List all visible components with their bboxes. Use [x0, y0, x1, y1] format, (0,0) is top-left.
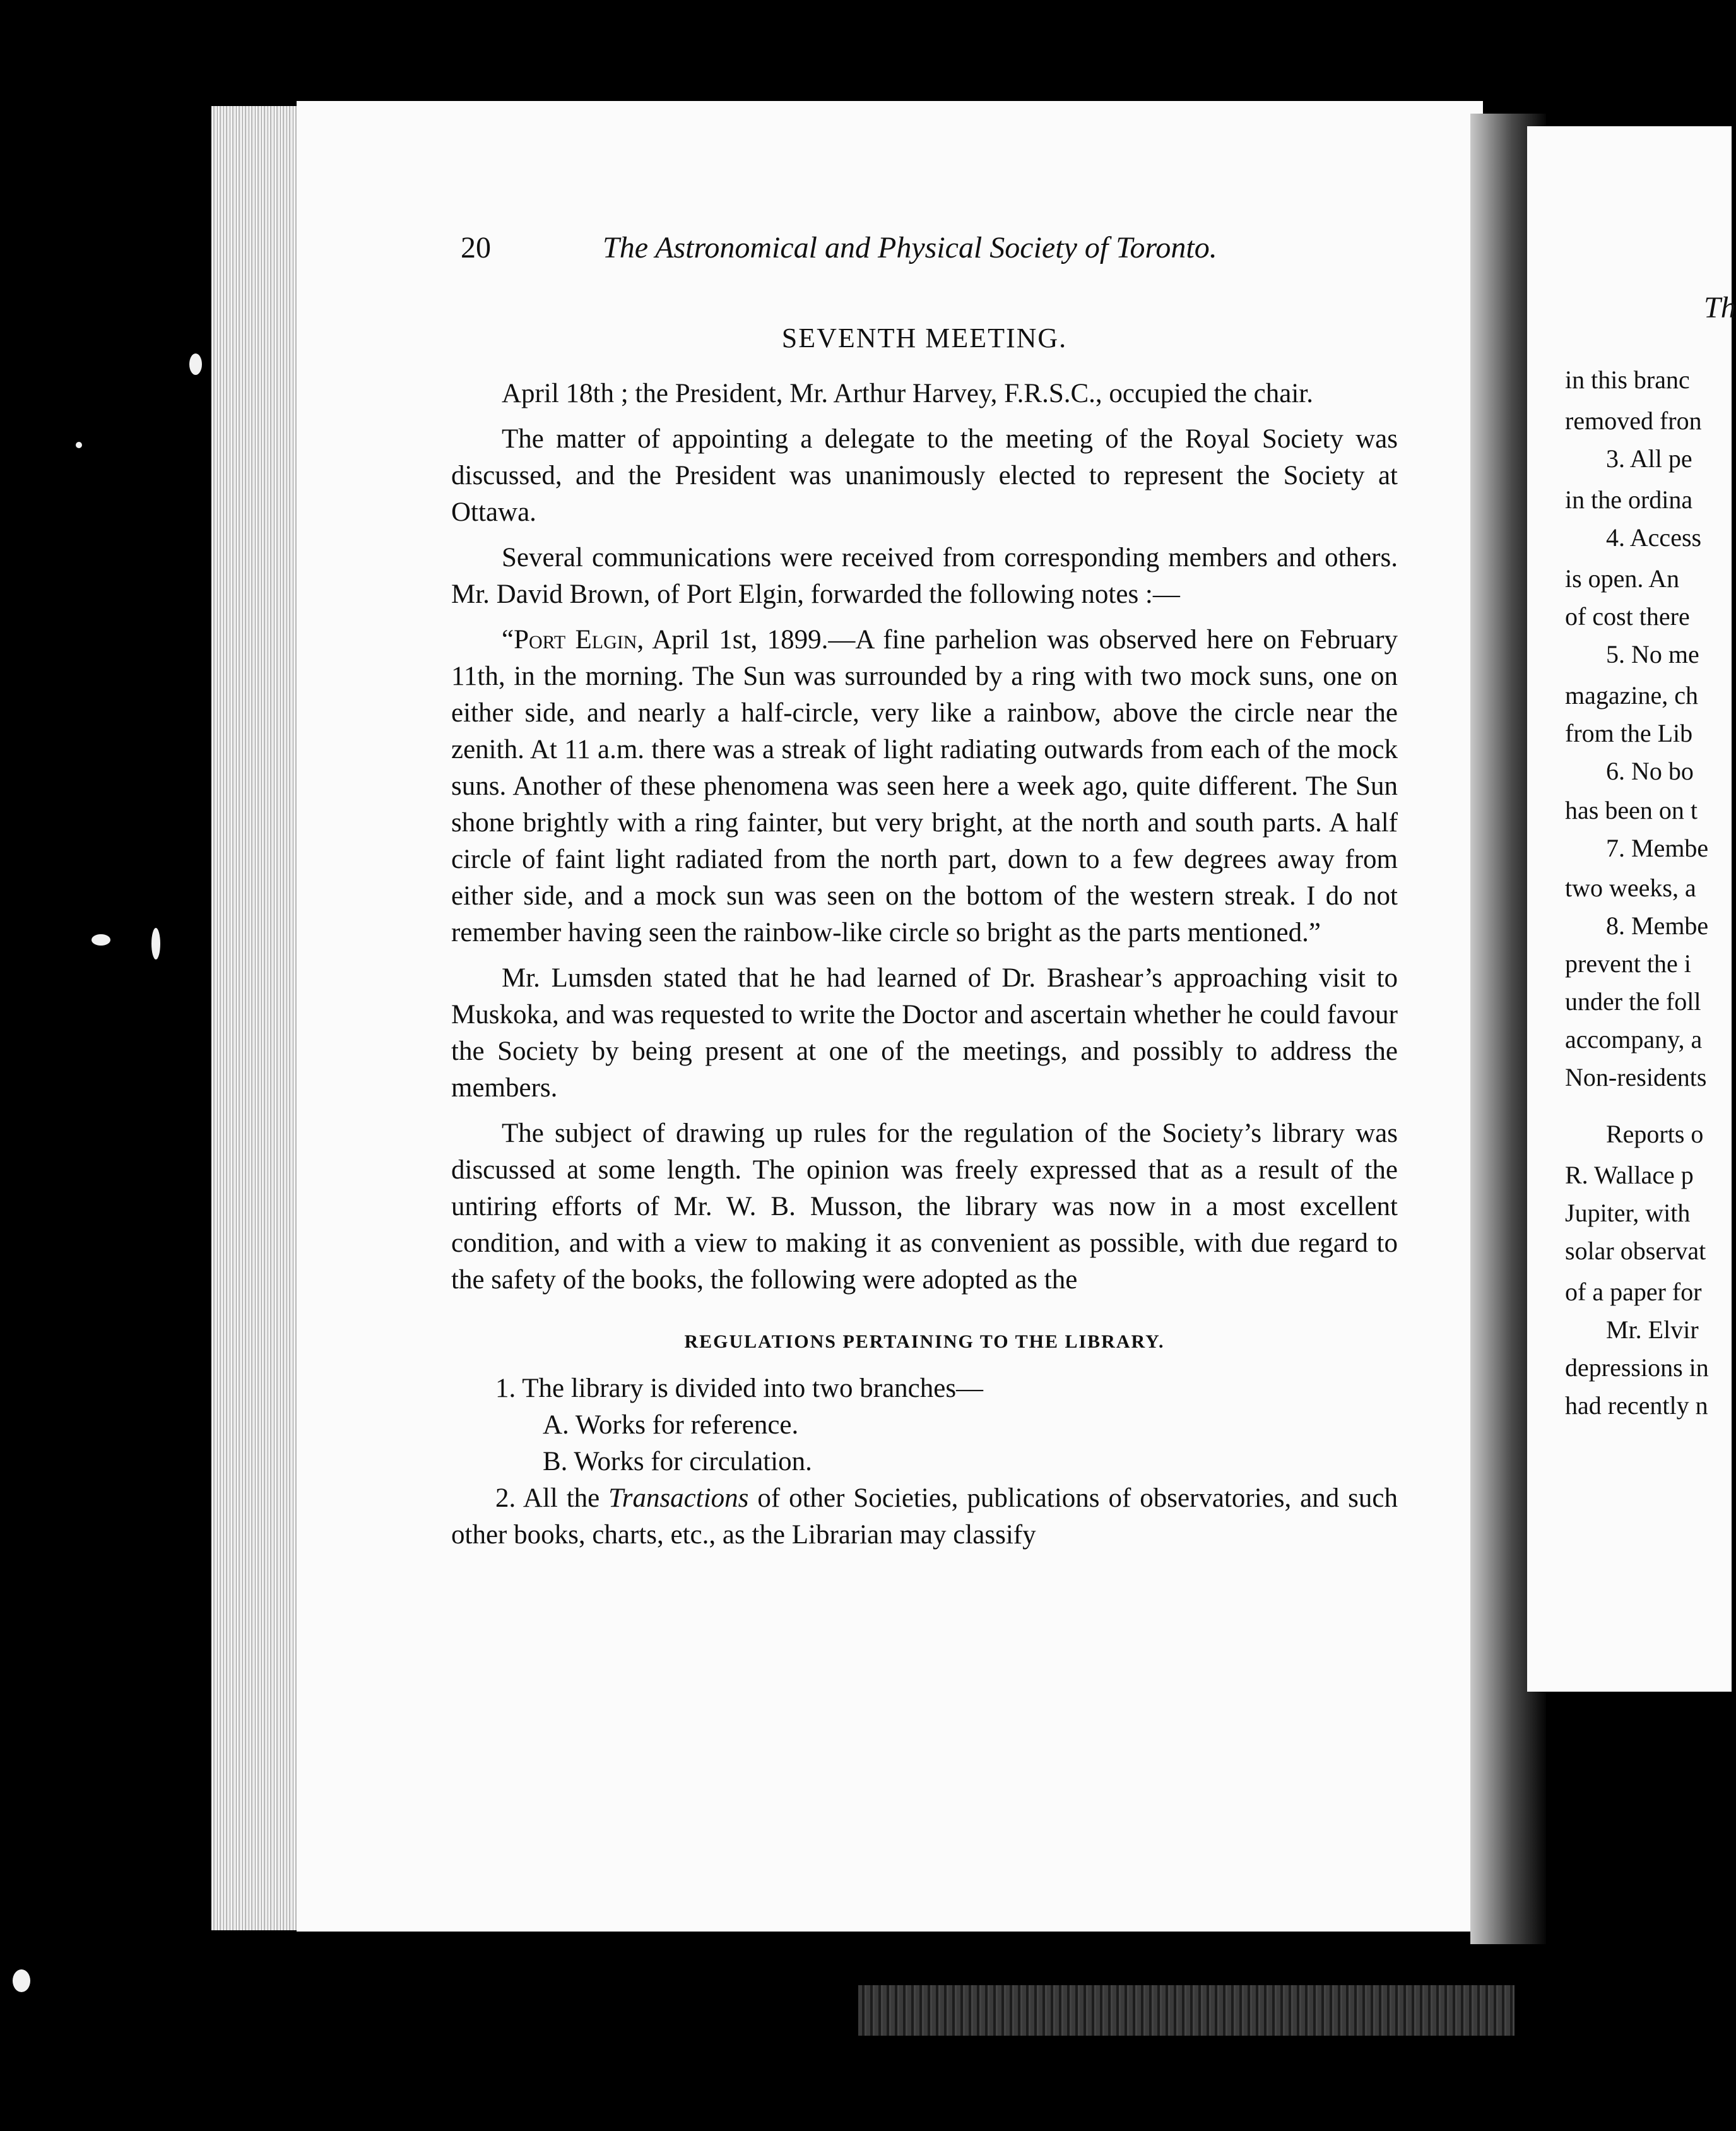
paragraph: The subject of drawing up rules for the regulation of the Society’s library was discussed at some length. The opinion was freely expressed that as a result of the untiring efforts of Mr. W. B. Musson, the library was now in a most excellent condition, and with a view to making it as convenient as possible, with due regard to the safety of the books, the following were adopted as the: [451, 1119, 1398, 1295]
dust-speck: [151, 928, 160, 959]
paragraph: Mr. Lumsden stated that he had learned of Dr. Brashear’s approaching visit to Muskoka, and was requested to write the Doctor and ascertain whether he could favour the Society by being present at one of the meetings, and possibly to address the members.: [451, 963, 1398, 1103]
facing-page-line: 8. Membe: [1606, 911, 1709, 940]
facing-page-line: in the ordina: [1565, 485, 1693, 514]
regulations-title: REGULATIONS PERTAINING TO THE LIBRARY.: [684, 1331, 1165, 1352]
facing-page-line: has been on t: [1565, 796, 1698, 824]
rule-italic: Transactions: [608, 1483, 749, 1513]
book-page: [297, 101, 1483, 1932]
paragraph: The matter of appointing a delegate to the meeting of the Royal Society was discussed, and the President was unanimously elected to represent the Society at Ottawa.: [451, 424, 1398, 527]
rule-text: 2. All the: [495, 1483, 609, 1513]
running-head: [461, 230, 1559, 275]
section-title: SEVENTH MEETING.: [781, 323, 1068, 353]
facing-page: [1527, 126, 1736, 1692]
facing-page-line: removed fron: [1565, 407, 1702, 435]
rule-item: [451, 1480, 1398, 1553]
rule-subitem: B. Works for circulation.: [543, 1447, 812, 1476]
facing-page-line: Mr. Elvir: [1606, 1315, 1699, 1344]
rule-text: of other Societies, publications of observatories, and such other books, charts, etc., as the Librarian may classify: [451, 1483, 1398, 1550]
quote-text: April 1st, 1899.—A fine parhelion was observed here on February 11th, in the morning. The Sun was surrounded by a ring with two mock suns, one on either side, and nearly a half-circle, very like a rainbow, above the circle near the zenith. At 11 a.m. there was a streak of light radiating outwards from each of the mock suns. Another of these phenomena was seen here a week ago, quite different. The Sun shone brightly with a ring fainter, but very bright, at the north and south parts. A half circle of faint light radiated from the north part, down to a few degrees away from either side, and a mock sun was seen on the bottom of the western streak. I do not remember having seen the rainbow-like circle so bright as the parts mentioned.”: [451, 625, 1398, 947]
rule-item: 1. The library is divided into two branches—: [495, 1374, 984, 1403]
facing-page-line: Non-residents: [1565, 1063, 1707, 1091]
page-edge-bottom: [858, 1985, 1515, 2036]
running-head-title: The Astronomical and Physical Society of Toronto.: [603, 231, 1217, 264]
facing-page-line: Reports o: [1606, 1120, 1704, 1148]
dust-speck: [92, 934, 110, 946]
quoted-letter: [451, 622, 1398, 951]
facing-page-line: two weeks, a: [1565, 874, 1696, 902]
facing-page-line: magazine, ch: [1565, 681, 1698, 709]
paragraph: Several communications were received from corresponding members and others. Mr. David Brown, of Port Elgin, forwarded the following notes :—: [451, 543, 1398, 609]
facing-page-line: of a paper for: [1565, 1278, 1702, 1306]
facing-page-line: under the foll: [1565, 987, 1701, 1016]
body-text: [451, 322, 1398, 1553]
facing-page-line: Jupiter, with: [1565, 1199, 1691, 1227]
facing-running-head: Th: [1704, 291, 1736, 324]
facing-page-line: 4. Access: [1606, 523, 1702, 552]
facing-page-line: 5. No me: [1606, 640, 1699, 668]
facing-page-line: accompany, a: [1565, 1025, 1703, 1054]
facing-page-line: is open. An: [1565, 564, 1680, 593]
rule-subitem: A. Works for reference.: [543, 1410, 799, 1440]
dust-speck: [13, 1969, 30, 1992]
facing-page-line: 6. No bo: [1606, 757, 1694, 785]
facing-page-line: had recently n: [1565, 1391, 1708, 1420]
quote-place: “Port Elgin,: [502, 625, 644, 655]
dust-speck: [189, 353, 202, 375]
facing-page-line: of cost there: [1565, 602, 1690, 631]
facing-page-line: depressions in: [1565, 1353, 1709, 1382]
facing-page-line: from the Lib: [1565, 719, 1693, 747]
dust-speck: [76, 442, 82, 448]
paragraph: April 18th ; the President, Mr. Arthur Harvey, F.R.S.C., occupied the chair.: [502, 379, 1313, 408]
facing-page-line: 3. All pe: [1606, 444, 1692, 473]
page-number: 20: [461, 231, 491, 264]
facing-page-line: in this branc: [1565, 365, 1690, 394]
facing-page-line: R. Wallace p: [1565, 1161, 1694, 1189]
facing-page-line: 7. Membe: [1606, 834, 1709, 862]
page-edges: [211, 106, 300, 1930]
facing-page-line: solar observat: [1565, 1237, 1706, 1265]
facing-page-line: prevent the i: [1565, 949, 1691, 978]
